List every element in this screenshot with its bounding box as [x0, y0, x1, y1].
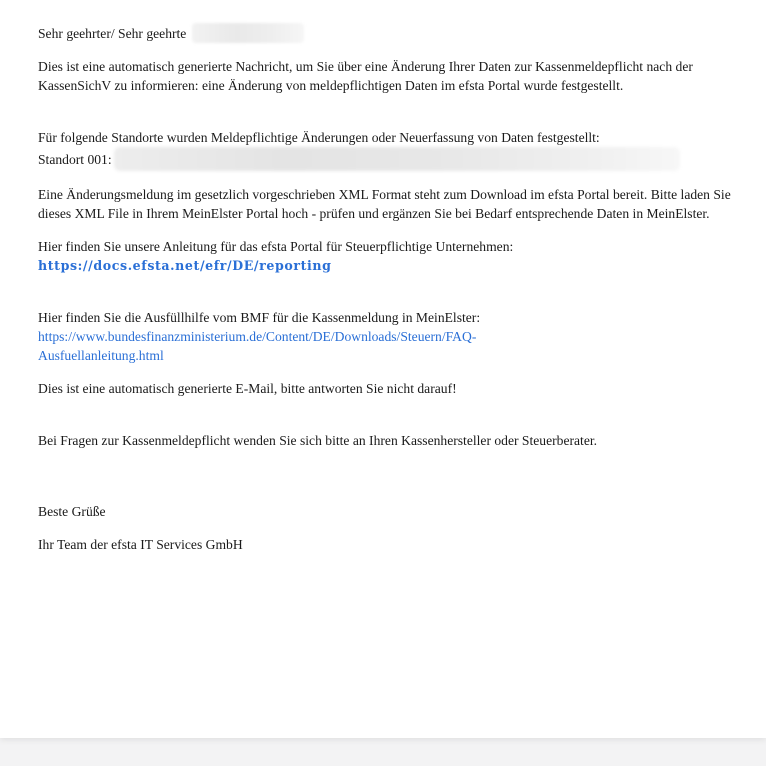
- questions-paragraph: Bei Fragen zur Kassenmeldepflicht wenden Sie sich bitte an Ihren Kassenhersteller oder Steuerberater.: [38, 433, 598, 448]
- auto-notice: Dies ist eine automatisch generierte E-Mail, bitte antworten Sie nicht darauf!: [38, 381, 457, 396]
- download-notice: Eine Änderungsmeldung im gesetzlich vorgeschrieben XML Format steht zum Download im efsta Portal bereit. Bitte laden Sie dieses XML File in Ihrem MeinElster Portal hoch - prüfen und ergänzen Sie bei Bedarf entsprechende Daten in MeinElster.: [38, 187, 731, 221]
- bmf-text: Hier finden Sie die Ausfüllhilfe vom BMF für die Kassenmeldung in MeinElster:: [38, 310, 481, 325]
- signature: Ihr Team der efsta IT Services GmbH: [38, 537, 243, 552]
- redacted-location-address: [114, 147, 680, 171]
- locations-intro: Für folgende Standorte wurden Meldepflichtige Änderungen oder Neuerfassung von Daten festgestellt:: [38, 130, 600, 145]
- guide-link-line: [38, 256, 738, 275]
- location-label: Standort 001:: [38, 152, 112, 167]
- email-body: [38, 23, 738, 554]
- redacted-recipient-name: [192, 23, 304, 43]
- salutation-line: [38, 23, 738, 43]
- guide-link[interactable]: https://docs.efsta.net/efr/DE/reporting: [38, 258, 332, 273]
- closing: Beste Grüße: [38, 504, 106, 519]
- bmf-link-line1: https://www.bundesfinanzministerium.de/Content/DE/Downloads/Steuern/FAQ-: [38, 329, 477, 344]
- bmf-link-block: [38, 327, 738, 365]
- location-line: [38, 147, 738, 171]
- guide-text: Hier finden Sie unsere Anleitung für das efsta Portal für Steuerpflichtige Unternehmen:: [38, 239, 514, 254]
- bmf-link[interactable]: [38, 327, 476, 365]
- intro-paragraph: Dies ist eine automatisch generierte Nachricht, um Sie über eine Änderung Ihrer Daten zur Kassenmeldepflicht nach der KassenSichV zu informieren: eine Änderung von meldepflichtigen Daten im efsta Portal wurde festgestellt.: [38, 59, 693, 93]
- salutation: Sehr geehrter/ Sehr geehrte: [38, 26, 187, 41]
- bmf-link-line2: Ausfuellanleitung.html: [38, 348, 164, 363]
